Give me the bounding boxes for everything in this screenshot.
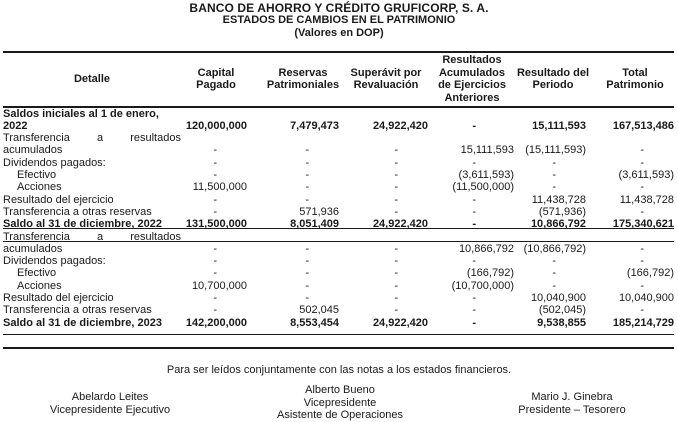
row-value: - xyxy=(640,242,644,255)
row-label xyxy=(3,132,181,144)
row-value: - xyxy=(305,193,309,206)
row-value: - xyxy=(213,193,217,206)
row-value: - xyxy=(394,169,398,181)
table-row xyxy=(3,304,674,316)
row-value: - xyxy=(472,304,476,317)
row-value: - xyxy=(305,156,309,169)
footnote: Para ser leídos conjuntamente con las notas a los estados financieros. xyxy=(166,364,512,376)
row-value: 131,500,000 xyxy=(185,218,247,231)
col-header-reservas: Reservas Patrimoniales xyxy=(266,66,340,91)
col-header-capital: Capital Pagado xyxy=(196,66,236,91)
row-value: (10,700,000) xyxy=(451,279,514,292)
row-label: 2022 xyxy=(3,119,28,132)
signatory-name: Abelardo Leites xyxy=(71,391,149,403)
row-value: 10,866,792 xyxy=(458,242,514,255)
row-label: Dividendos pagados: xyxy=(3,255,106,268)
row-label: Dividendos pagados: xyxy=(3,156,106,169)
table-row xyxy=(3,157,674,169)
row-value: - xyxy=(394,292,398,304)
row-value: - xyxy=(213,255,217,268)
row-value: - xyxy=(394,267,398,280)
table-row xyxy=(3,108,674,120)
row-value: 11,500,000 xyxy=(192,181,247,194)
row-value: - xyxy=(394,242,398,255)
row-value: - xyxy=(640,255,644,268)
row-value: (166,792) xyxy=(626,267,674,280)
table-row xyxy=(3,194,674,206)
row-value: - xyxy=(305,181,309,194)
table-row xyxy=(3,206,674,218)
signatory-title: Presidente – Tesorero xyxy=(518,403,626,416)
row-value: - xyxy=(305,279,309,292)
table-row xyxy=(3,181,674,193)
row-value: (166,792) xyxy=(466,267,514,280)
row-value: 142,200,000 xyxy=(185,316,247,329)
row-value: (502,045) xyxy=(538,304,586,317)
row-value: 15,111,593 xyxy=(460,144,514,157)
row-value: (11,500,000) xyxy=(452,181,514,194)
row-value: - xyxy=(305,144,309,157)
row-value: - xyxy=(472,255,476,268)
row-value: 11,438,728 xyxy=(531,193,586,206)
table-row xyxy=(3,255,674,267)
table-row xyxy=(3,169,674,181)
row-value: 24,922,420 xyxy=(372,119,428,132)
row-label: Saldos iniciales al 1 de enero, xyxy=(3,107,159,120)
row-value: 10,866,792 xyxy=(530,218,586,231)
row-value: - xyxy=(305,292,309,304)
table-row xyxy=(3,292,674,304)
row-label: Acciones xyxy=(17,181,62,194)
row-value: - xyxy=(394,255,398,268)
row-value: - xyxy=(552,181,556,194)
table-row xyxy=(3,144,674,156)
row-value: - xyxy=(640,304,644,317)
row-value: - xyxy=(552,156,556,169)
row-value: - xyxy=(213,267,217,280)
company-name: BANCO DE AHORRO Y CRÉDITO GRUFICORP, S. A. xyxy=(189,1,489,15)
row-label: Saldo al 31 de diciembre, 2022 xyxy=(3,218,162,231)
row-label: acumulados xyxy=(3,242,63,255)
row-label-word: Transferencia xyxy=(3,230,70,243)
row-value: 8,553,454 xyxy=(290,316,339,329)
signatory-title: Asistente de Operaciones xyxy=(277,409,403,421)
row-value: - xyxy=(213,144,217,157)
row-value: 175,340,621 xyxy=(612,218,674,231)
table-row xyxy=(3,243,674,255)
row-label: Transferencia a otras reservas xyxy=(3,304,152,317)
row-value: - xyxy=(394,205,398,218)
row-value: 10,040,900 xyxy=(618,292,674,304)
table-row xyxy=(3,267,674,279)
row-label-word: a xyxy=(96,132,104,145)
row-label: Transferencia a otras reservas xyxy=(3,205,152,218)
table-row xyxy=(3,280,674,292)
row-value: - xyxy=(472,156,476,169)
row-value: (571,936) xyxy=(538,205,586,218)
signatory xyxy=(20,391,200,416)
row-value: 9,538,855 xyxy=(537,316,586,329)
row-value: - xyxy=(394,279,398,292)
row-value: 24,922,420 xyxy=(372,316,428,329)
row-value: - xyxy=(552,279,556,292)
row-value: - xyxy=(305,242,309,255)
row-label-word: resultados xyxy=(130,230,181,243)
col-header-periodo: Resultado del Periodo xyxy=(516,66,590,91)
rule-2023 xyxy=(3,334,674,335)
row-label: Acciones xyxy=(17,279,62,292)
row-value: - xyxy=(552,169,556,181)
row-value: (15,111,593) xyxy=(525,144,586,157)
row-value: 24,922,420 xyxy=(372,218,428,231)
col-header-total: Total Patrimonio xyxy=(606,66,664,91)
row-value: 10,040,900 xyxy=(530,292,586,304)
row-value: 185,214,729 xyxy=(612,316,674,329)
row-value: 7,479,473 xyxy=(290,119,339,132)
row-label: Efectivo xyxy=(17,267,57,280)
row-value: 15,111,593 xyxy=(532,119,586,132)
row-value: - xyxy=(305,169,309,181)
row-value: 8,051,409 xyxy=(290,218,339,231)
table-row xyxy=(3,231,674,243)
row-value: (10,866,792) xyxy=(523,242,586,255)
row-value: - xyxy=(394,144,398,157)
row-value: - xyxy=(213,169,217,181)
row-value: 11,438,728 xyxy=(619,193,674,206)
row-value: - xyxy=(305,267,309,280)
row-value: - xyxy=(472,316,476,329)
row-value: - xyxy=(394,181,398,194)
col-header-superavit: Superávit por Revaluación xyxy=(350,66,422,91)
rule-2023-bottom xyxy=(3,347,674,349)
row-value: - xyxy=(640,156,644,169)
row-value: 120,000,000 xyxy=(185,119,247,132)
row-value: - xyxy=(213,304,217,317)
row-value: - xyxy=(213,292,217,304)
row-value: - xyxy=(394,304,398,317)
row-label: Resultado del ejercicio xyxy=(3,292,114,304)
row-value: - xyxy=(472,193,476,206)
row-label: Resultado del ejercicio xyxy=(3,193,114,206)
row-value: - xyxy=(213,156,217,169)
signatory-name: Alberto Bueno xyxy=(305,384,375,396)
row-value: - xyxy=(472,218,476,231)
row-value: (3,611,593) xyxy=(458,169,514,181)
statement-title: ESTADOS DE CAMBIOS EN EL PATRIMONIO xyxy=(222,14,456,26)
row-value: - xyxy=(552,255,556,268)
row-label xyxy=(3,231,181,243)
row-value: 10,700,000 xyxy=(191,279,247,292)
row-value: - xyxy=(640,279,644,292)
row-value: 502,045 xyxy=(299,304,339,317)
table-row xyxy=(3,132,674,144)
row-label-word: resultados xyxy=(130,132,181,145)
table-row xyxy=(3,218,674,230)
row-label: Saldo al 31 de diciembre, 2023 xyxy=(3,316,162,329)
row-value: - xyxy=(640,205,644,218)
currency-note: (Valores en DOP) xyxy=(294,27,384,39)
table-row xyxy=(3,317,674,329)
row-value: - xyxy=(640,181,644,194)
row-value: - xyxy=(213,242,217,255)
row-value: - xyxy=(213,205,217,218)
row-value: - xyxy=(472,119,476,132)
row-value: - xyxy=(472,205,476,218)
row-value: 167,513,486 xyxy=(612,119,674,132)
signatory-title: Vicepresidente Ejecutivo xyxy=(49,403,171,416)
row-value: 571,936 xyxy=(299,205,339,218)
row-value: - xyxy=(394,193,398,206)
row-label-word: a xyxy=(96,230,104,243)
col-header-acumulados: Resultados Acumulados de Ejercicios Anteriores xyxy=(438,54,506,104)
row-label-word: Transferencia xyxy=(3,132,70,145)
row-value: - xyxy=(472,292,476,304)
signatory-name: Mario J. Ginebra xyxy=(531,391,613,403)
table-row xyxy=(3,120,674,132)
row-value: (3,611,593) xyxy=(618,169,674,181)
row-value: - xyxy=(305,255,309,268)
row-value: - xyxy=(640,144,644,157)
row-label: acumulados xyxy=(3,144,63,157)
signatory xyxy=(482,391,662,416)
row-value: - xyxy=(394,156,398,169)
row-value: - xyxy=(552,267,556,280)
col-header-detalle: Detalle xyxy=(73,72,111,85)
row-label: Efectivo xyxy=(17,169,57,181)
signatory xyxy=(250,384,430,422)
signatory-title: Vicepresidente xyxy=(303,396,377,409)
